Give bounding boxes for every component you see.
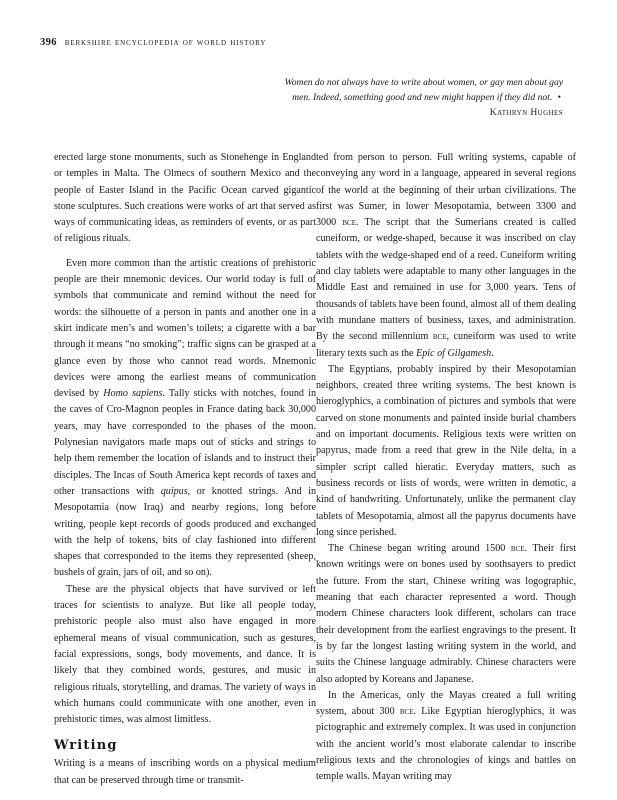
running-head xyxy=(40,37,266,48)
paragraph: These are the physical objects that have survived or left traces for scientists to analyze. But like all people today, prehistoric people also must also have engaged in more ephemeral means of visual communication, such as gestures, facial expressions, songs, body movements, and dance. It is likely that they combined words, gestures, and music in religious rituals, storytelling, and dramas. The variety of ways in which humans could communicate with one another, even in prehistoric times, was almost limitless. xyxy=(54,583,316,726)
paragraph: Even more common than the artistic creations of prehistoric people are their mnemonic devices. Our world today is full of symbols that communicate and remind without the need for words: the silhouette of a person in pants and another one in a skirt indicate men’s and women’s toilets; a cigarette with a bar through it means “no smoking”; traffic signs can be grasped at a glance even by those who cannot read words. Mnemonic devices were among the earliest means of communication devised by Homo sapiens. Tally sticks with notches, found in the caves of Cro-Magnon peoples in France dating back 30,000 years, may have corresponded to the phases of the moon. Polynesian navigators made maps out of sticks and strings to help them remember the location of islands and to instruct their disciples. The Incas of South America kept records of taxes and other transactions with quipus, or knotted strings. And in Mesopotamia (now Iraq) and nearby regions, long before writing, people kept records of goods produced and exchanged with the help of tokens, bits of clay fashioned into different shapes that corresponded to the items they represented (sheep, bushels of grain, jars of oil, and so on). xyxy=(54,257,316,579)
paragraph: The Egyptians, probably inspired by their Mesopotamian neighbors, created three writing systems. The best known is hieroglyphics, a combination of pictures and symbols that were carved on stone monuments and painted inside burial chambers and on important documents. Religious texts were written on papyrus, made from a reed that grew in the Nile delta, in a simpler script called hieratic. Everyday matters, such as business records or lists of words, were written in demotic, a kind of handwriting. Unfortunately, unlike the permanent clay tablets of Mesopotamia, almost all the papyrus documents have long since perished. xyxy=(316,363,576,538)
page-number: 396 xyxy=(40,37,57,48)
epigraph xyxy=(283,75,563,120)
running-title: berkshire encyclopedia of world history xyxy=(64,38,267,48)
right-column xyxy=(316,150,576,786)
paragraph: ted from person to person. Full writing systems, capable of conveying any word in a language, appeared in several regions of the world at the beginning of their urban civilizations. The first was Sumer, in lower Mesopotamia, between 3300 and 3000 bce. The script that the Sumerians created is called cuneiform, or wedge-shaped, because it was inscribed on clay tablets with the wedge-shaped end of a reed. Cuneiform writing and clay tablets were adaptable to many other languages in the Middle East and remained in use for 3,000 years. Tens of thousands of tablets have been found, almost all of them dealing with mundane matters of business, taxes, and administration. By the second millennium bce, cuneiform was used to write literary texts such as the Epic of Gilgamesh. xyxy=(316,152,576,359)
paragraph: The Chinese began writing around 1500 bce. Their first known writings were on bones used by soothsayers to predict the future. From the start, Chinese writing was logographic, meaning that each character represented a word. Though modern Chinese characters look different, scholars can trace their development from the earliest engravings to the present. It is by far the longest lasting writing system in the world, and suits the Chinese language admirably. Chinese characters were also adopted by Koreans and Japanese. xyxy=(316,543,576,685)
left-column xyxy=(54,150,316,789)
epigraph-quote: Women do not always have to write about women, or gay men about gay men. Indeed, something good and new might happen if they did not. xyxy=(284,77,563,103)
paragraph: erected large stone monuments, such as Stonehenge in England or temples in Malta. The Olmecs of southern Mexico and the people of Easter Island in the Pacific Ocean carved gigantic stone sculptures. Such creations were works of art that served as ways of communicating ideas, as reminders of events, or as part of religious rituals. xyxy=(54,152,316,245)
epigraph-bullet: • xyxy=(557,92,561,103)
paragraph: Writing is a means of inscribing words on a physical medium that can be preserved through time or transmit- xyxy=(54,758,316,786)
paragraph: In the Americas, only the Mayas created a full writing system, about 300 bce. Like Egyptian hieroglyphics, it was pictographic and extremely complex. It was used in conjunction with the ancient world’s most elaborate calendar to inscribe religious texts and the chronologies of kings and battles on temple walls. Mayan writing may xyxy=(316,689,577,783)
epigraph-attribution: Kathryn Hughes xyxy=(489,107,563,118)
section-heading: Writing xyxy=(54,738,118,754)
